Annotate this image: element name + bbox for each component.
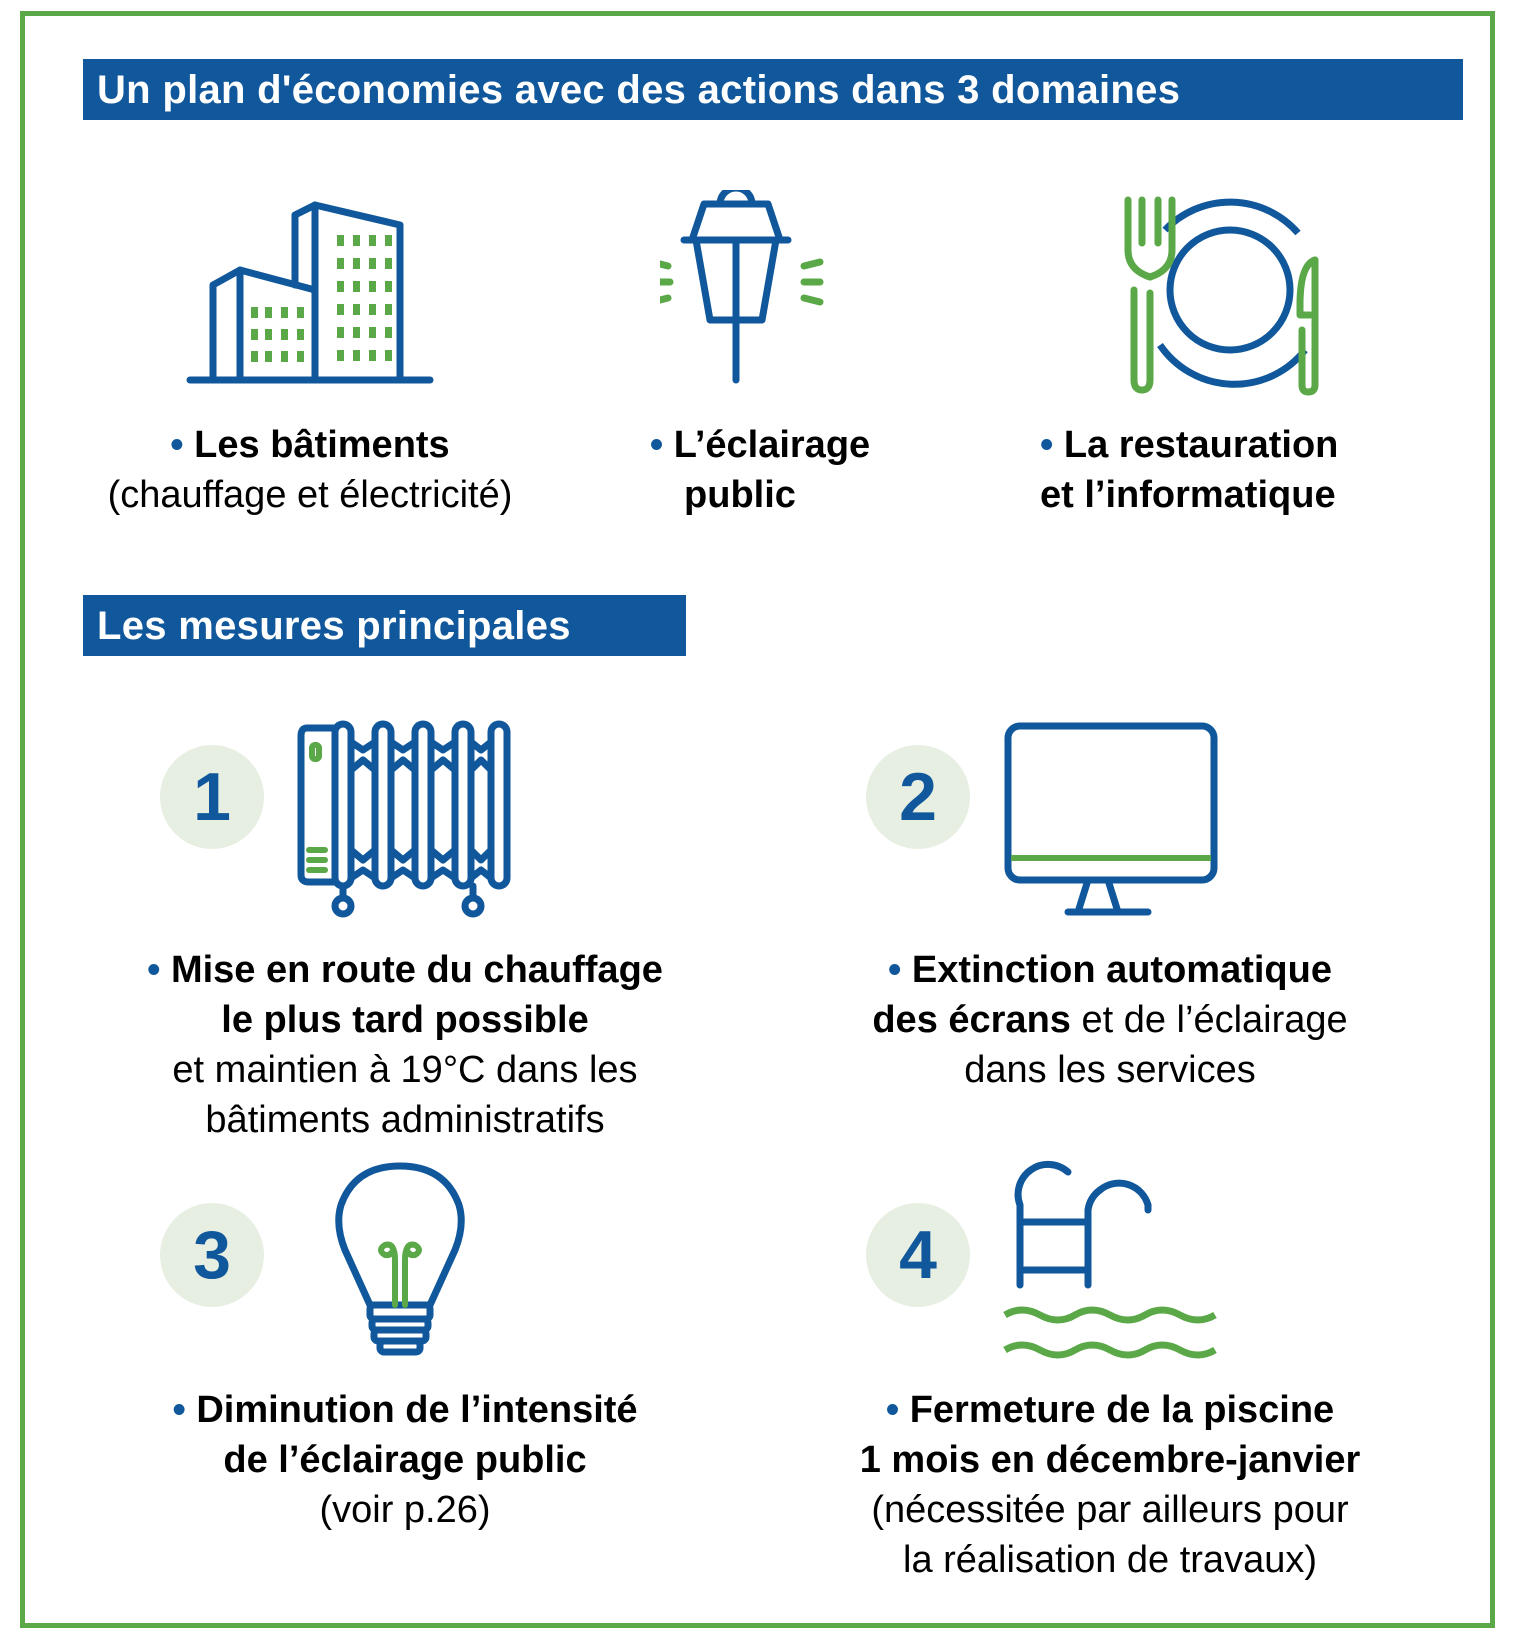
monitor-icon [1000,720,1220,920]
measure-number-1: 1 [160,745,264,849]
swimming-pool-icon [1000,1160,1220,1360]
domain-catering-it-label: • La restauration et l’informatique [1040,424,1339,516]
light-bulb-icon [335,1160,465,1360]
section-title-banner [83,595,686,656]
measure-4-text: • Fermeture de la piscine 1 mois en décembre-janvier (nécessitée par ailleurs pour la réalisation de travaux) [859,1389,1361,1581]
measure-number-3: 3 [160,1203,264,1307]
measure-3-text: • Diminution de l’intensité de l’éclairage public (voir p.26) [172,1389,638,1531]
measure-1-text: • Mise en route du chauffage le plus tard possible et maintien à 19°C dans les bâtiments administratifs [147,949,663,1141]
measure-number-2: 2 [866,745,970,849]
radiator-icon [295,720,515,920]
street-lamp-icon [660,190,860,390]
plate-cutlery-icon [1120,195,1350,405]
buildings-icon [185,190,435,390]
main-title-banner [83,59,1463,120]
domain-public-lighting-label: • L’éclairage public [649,424,871,516]
domain-buildings-label: • Les bâtiments (chauffage et électricité) [107,424,513,516]
measure-2-text: • Extinction automatique des écrans et de l’éclairage dans les services [872,949,1348,1091]
section-title: Les mesures principales [97,603,571,648]
main-title: Un plan d'économies avec des actions dans 3 domaines [97,67,1181,112]
measure-number-4: 4 [866,1203,970,1307]
